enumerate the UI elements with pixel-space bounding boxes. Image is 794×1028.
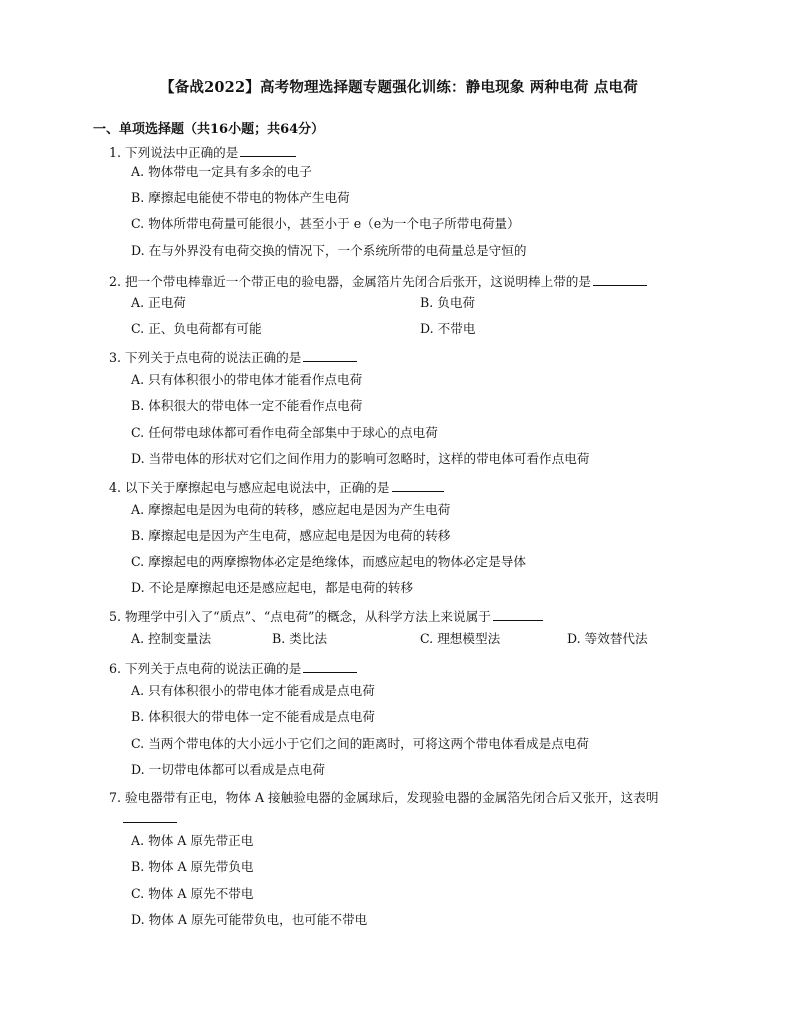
q2-option-c: C. 正、负电荷都有可能 [131,321,262,336]
q7-option-b: B. 物体 A 原先带负电 [131,859,254,874]
answer-blank [593,272,647,286]
q3-option-d: D. 当带电体的形状对它们之间作用力的影响可忽略时，这样的带电体可看作点电荷 [131,451,590,466]
q4-option-b: B. 摩擦起电是因为产生电荷，感应起电是因为电荷的转移 [131,528,451,543]
q6-option-b: B. 体积很大的带电体一定不能看成是点电荷 [131,709,375,724]
q6-option-a: A. 只有体积很小的带电体才能看成是点电荷 [131,683,375,698]
question-7-stem: 7. 验电器带有正电，物体 A 接触验电器的金属球后，发现验电器的金属箔先闭合后又张开，这表明 [109,790,659,805]
section-heading: 一、单项选择题（共16小题；共64分） [93,122,325,137]
q7-option-a: A. 物体 A 原先带正电 [131,833,254,848]
answer-blank [303,348,357,362]
question-6-stem: 6. 下列关于点电荷的说法正确的是 [109,659,357,677]
question-2-stem: 2. 把一个带电棒靠近一个带正电的验电器，金属箔片先闭合后张开，这说明棒上带的是 [109,272,647,290]
q1-option-a: A. 物体带电一定具有多余的电子 [131,164,312,179]
q7-option-c: C. 物体 A 原先不带电 [131,886,254,901]
q5-option-c: C. 理想模型法 [420,631,501,646]
answer-blank [123,810,177,823]
q6-option-c: C. 当两个带电体的大小远小于它们之间的距离时，可将这两个带电体看成是点电荷 [131,736,589,751]
answer-blank [240,143,296,157]
q2-option-a: A. 正电荷 [131,295,186,310]
q1-option-c: C. 物体所带电荷量可能很小，甚至小于 e（e为一个电子所带电荷量） [131,216,520,231]
question-5-stem: 5. 物理学中引入了“质点”、“点电荷”的概念，从科学方法上来说属于 [109,607,543,625]
question-1-stem: 1. 下列说法中正确的是 [109,143,296,161]
answer-blank [493,607,543,621]
q3-option-b: B. 体积很大的带电体一定不能看作点电荷 [131,398,363,413]
answer-blank [392,478,444,492]
answer-blank [303,659,357,673]
q5-option-a: A. 控制变量法 [131,631,212,646]
q4-option-d: D. 不论是摩擦起电还是感应起电，都是电荷的转移 [131,580,414,595]
q1-option-d: D. 在与外界没有电荷交换的情况下，一个系统所带的电荷量总是守恒的 [131,243,527,258]
q5-option-d: D. 等效替代法 [567,631,648,646]
q1-option-b: B. 摩擦起电能使不带电的物体产生电荷 [131,190,350,205]
q4-option-c: C. 摩擦起电的两摩擦物体必定是绝缘体，而感应起电的物体必定是导体 [131,554,527,569]
question-4-stem: 4. 以下关于摩擦起电与感应起电说法中，正确的是 [109,478,444,496]
document-title: 【备战2022】高考物理选择题专题强化训练：静电现象 两种电荷 点电荷 [160,79,638,96]
q6-option-d: D. 一切带电体都可以看成是点电荷 [131,762,325,777]
q2-option-d: D. 不带电 [420,321,476,336]
question-3-stem: 3. 下列关于点电荷的说法正确的是 [109,348,357,366]
q3-option-a: A. 只有体积很小的带电体才能看作点电荷 [131,372,363,387]
q7-option-d: D. 物体 A 原先可能带负电，也可能不带电 [131,912,368,927]
q4-option-a: A. 摩擦起电是因为电荷的转移，感应起电是因为产生电荷 [131,502,451,517]
q2-option-b: B. 负电荷 [420,295,476,310]
q5-option-b: B. 类比法 [272,631,328,646]
q3-option-c: C. 任何带电球体都可看作电荷全部集中于球心的点电荷 [131,425,438,440]
